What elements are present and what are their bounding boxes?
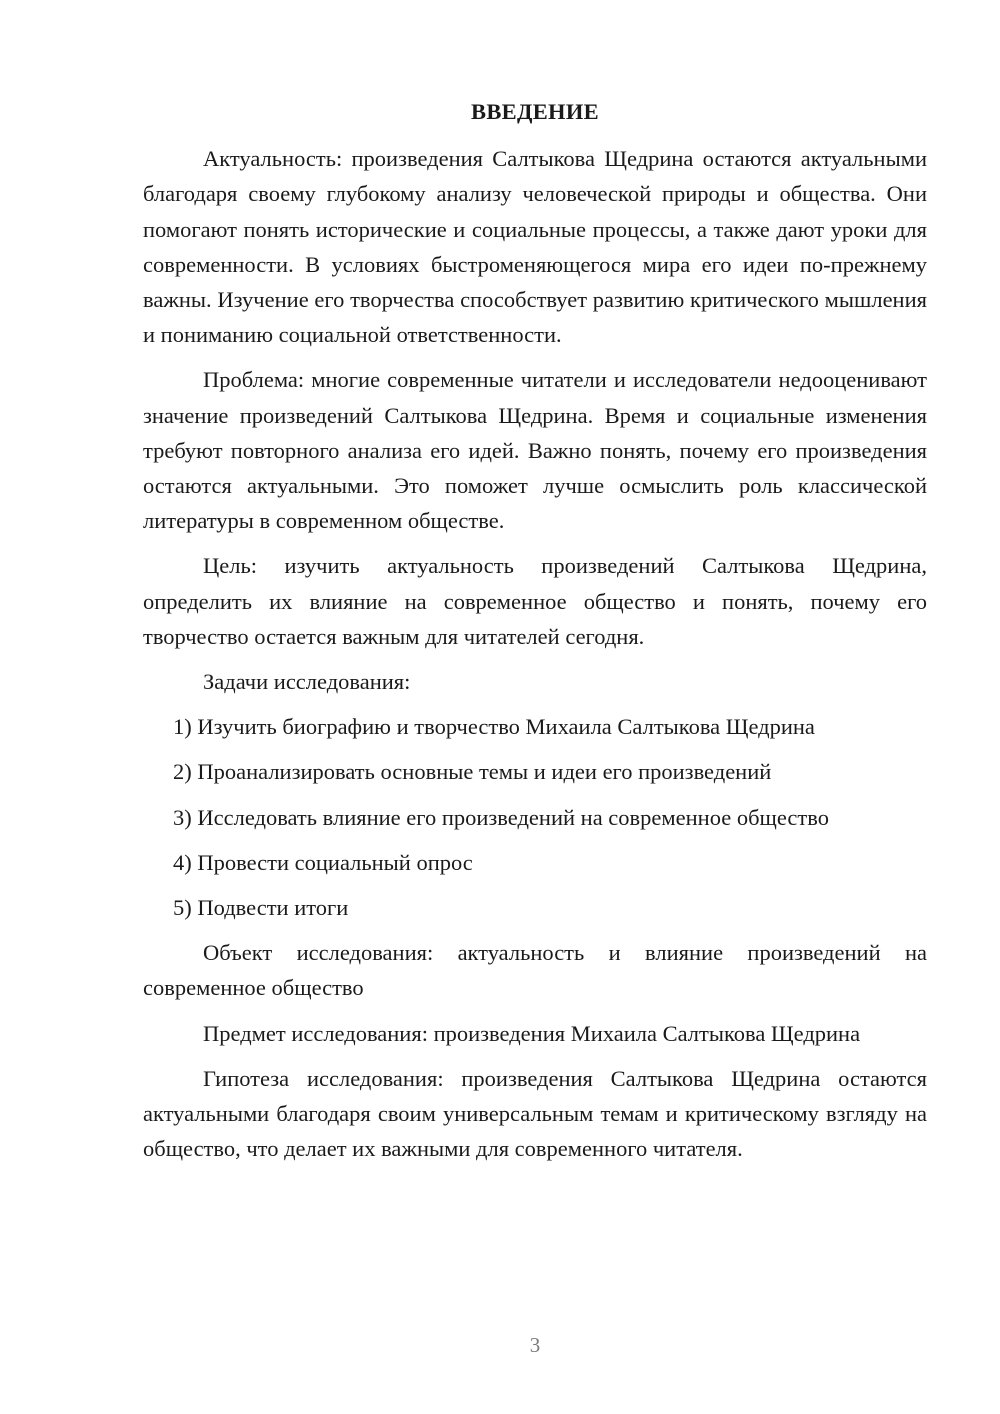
page-content bbox=[143, 94, 927, 1176]
paragraph-hypothesis: Гипотеза исследования: произведения Салтыкова Щедрина остаются актуальными благодаря своим универсальным темам и критическому взгляду на общество, что делает их важными для современного читателя. bbox=[143, 1065, 927, 1162]
tasks-title: Задачи исследования: bbox=[203, 669, 411, 695]
section-heading: ВВЕДЕНИЕ bbox=[471, 99, 599, 124]
paragraph-goal: Цель: изучить актуальность произведений Салтыкова Щедрина, определить их влияние на современное общество и понять, почему его творчество остается важным для читателей сегодня. bbox=[143, 553, 927, 649]
task-item-1: 1) Изучить биографию и творчество Михаила Салтыкова Щедрина bbox=[173, 714, 815, 740]
page-number: 3 bbox=[529, 1333, 541, 1357]
paragraph-problem: Проблема: многие современные читатели и исследователи недооценивают значение произведений Салтыкова Щедрина. Время и социальные изменения требуют повторного анализа его идей. Важно понять, почему его произведения остаются актуальными. Это поможет лучше осмыслить роль классической литературы в современном обществе. bbox=[143, 367, 927, 534]
paragraph-relevance: Актуальность: произведения Салтыкова Щедрина остаются актуальными благодаря своему глубокому анализу человеческой природы и общества. Они помогают понять исторические и социальные процессы, а также дают уроки для современности. В условиях быстроменяющегося мира его идеи по-прежнему важны. Изучение его творчества способствует развитию критического мышления и пониманию социальной ответственности. bbox=[143, 146, 927, 348]
task-item-5: 5) Подвести итоги bbox=[173, 895, 349, 921]
task-item-3: 3) Исследовать влияние его произведений на современное общество bbox=[173, 804, 829, 830]
task-item-4: 4) Провести социальный опрос bbox=[173, 849, 473, 875]
task-item-2: 2) Проанализировать основные темы и идеи его произведений bbox=[173, 759, 772, 785]
paragraph-object: Объект исследования: актуальность и влияние произведений на современное общество bbox=[143, 940, 927, 1001]
tasks-list bbox=[143, 709, 927, 925]
paragraph-subject: Предмет исследования: произведения Михаила Салтыкова Щедрина bbox=[203, 1020, 861, 1046]
